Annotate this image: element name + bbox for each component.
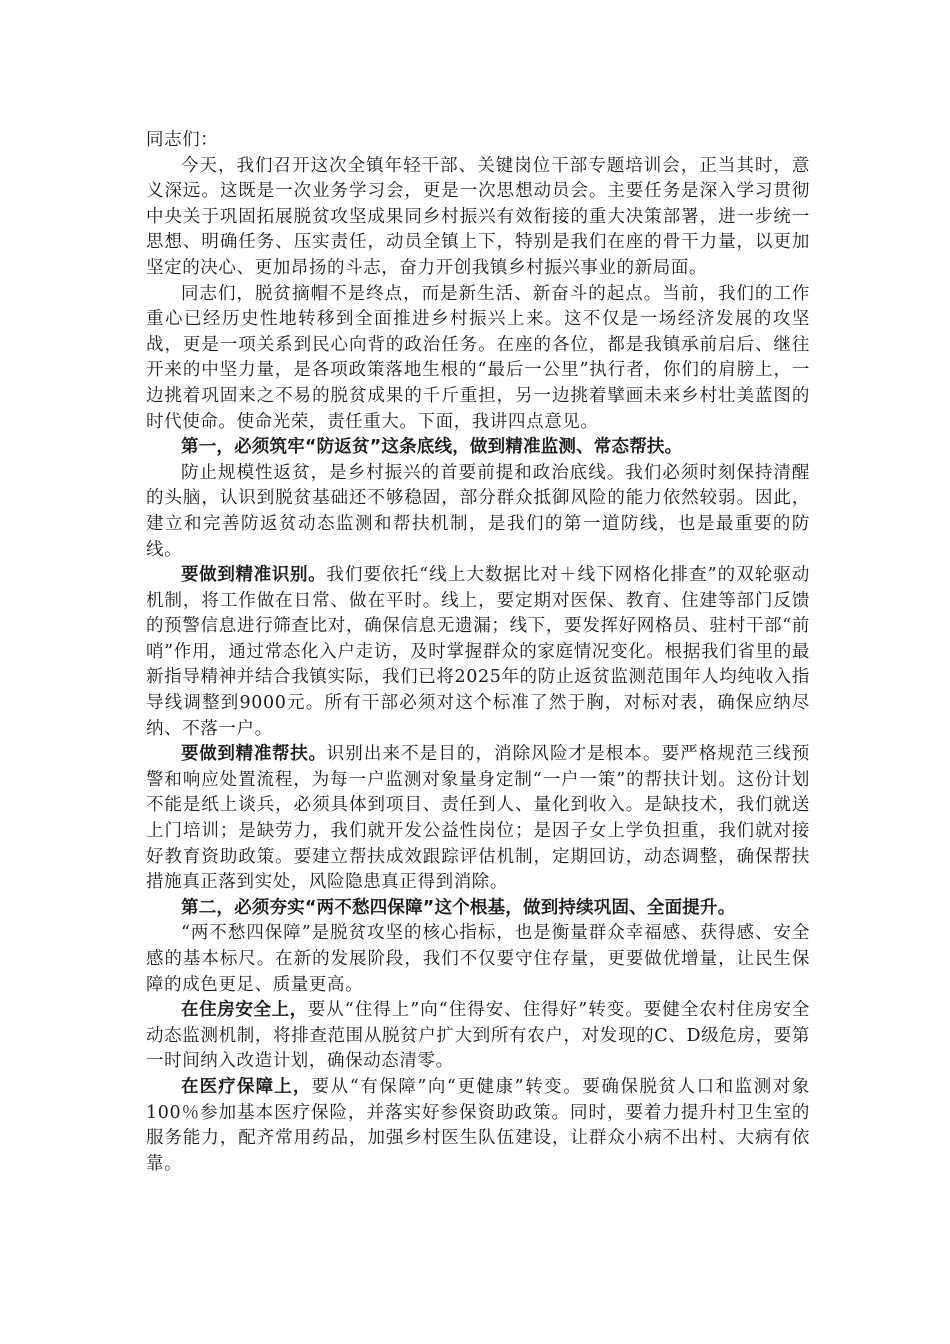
paragraph-housing-safety [146, 998, 810, 1075]
salutation: 同志们： [146, 130, 219, 150]
paragraph-precise-assistance [146, 742, 810, 896]
paragraph-lead: 在医疗保障上， [181, 1076, 312, 1097]
paragraph-text: 防止规模性返贫，是乡村振兴的首要前提和政治底线。我们必须时刻保持清醒的头脑，认识到脱贫基础还不够稳固，部分群众抵御风险的能力依然较弱。因此，建立和完善防返贫动态监测和帮扶机制，是我们的第一道防线，也是最重要的防线。 [146, 462, 810, 560]
paragraph-section-2-intro [146, 921, 810, 998]
section-heading-2: 第二，必须夯实“两不愁四保障”这个根基，做到持续巩固、全面提升。 [181, 897, 736, 918]
paragraph-text: 识别出来不是目的，消除风险才是根本。要严格规范三线预警和响应处置流程，为每一户监测对象量身定制“一户一策”的帮扶计划。这份计划不能是纸上谈兵，必须具体到项目、责任到人、量化到收入。是缺技术，我们就送上门培训；是缺劳力，我们就开发公益性岗位；是因子女上学负担重，我们就对接好教育资助政策。要建立帮扶成效跟踪评估机制，定期回访，动态调整，确保帮扶措施真正落到实处，风险隐患真正得到消除。 [146, 744, 810, 893]
section-heading-1: 第一，必须筑牢“防返贫”这条底线，做到精准监测、常态帮扶。 [181, 437, 683, 458]
document-body [146, 128, 810, 1177]
paragraph-text: 同志们，脱贫摘帽不是终点，而是新生活、新奋斗的起点。当前，我们的工作重心已经历史性地转移到全面推进乡村振兴上来。这不仅是一场经济发展的攻坚战，更是一项关系到民心向背的政治任务。在座的各位，都是我镇承前启后、继往开来的中坚力量，是各项政策落地生根的“最后一公里”执行者，你们的肩膀上，一边挑着巩固来之不易的脱贫成果的千斤重担，另一边挑着擘画未来乡村壮美蓝图的时代使命。使命光荣，责任重大。下面，我讲四点意见。 [146, 283, 810, 432]
paragraph-medical-security [146, 1075, 810, 1177]
paragraph-lead: 要做到精准帮扶。 [181, 744, 327, 765]
paragraph-text: 要从“住得上”向“住得安、住得好”转变。要健全农村住房安全动态监测机制，将排查范围从脱贫户扩大到所有农户，对发现的C、D级危房，要第一时间纳入改造计划，确保动态清零。 [146, 1000, 810, 1072]
paragraph-precise-identification [146, 563, 810, 742]
paragraph-lead: 要做到精准识别。 [181, 565, 327, 586]
paragraph-section-1-intro [146, 461, 810, 563]
paragraph-text: “两不愁四保障”是脱贫攻坚的核心指标，也是衡量群众幸福感、获得感、安全感的基本标尺。在新的发展阶段，我们不仅要守住存量，更要做优增量，让民生保障的成色更足、质量更高。 [146, 923, 810, 995]
paragraph-text: 今天，我们召开这次全镇年轻干部、关键岗位干部专题培训会，正当其时，意义深远。这既是一次业务学习会，更是一次思想动员会。主要任务是深入学习贯彻中央关于巩固拓展脱贫攻坚成果同乡村振兴有效衔接的重大决策部署，进一步统一思想、明确任务、压实责任，动员全镇上下，特别是我们在座的骨干力量，以更加坚定的决心、更加昂扬的斗志，奋力开创我镇乡村振兴事业的新局面。 [146, 155, 810, 278]
paragraph-lead: 在住房安全上， [181, 1000, 308, 1021]
paragraph-opening [146, 154, 810, 282]
paragraph-context [146, 282, 810, 436]
paragraph-text: 我们要依托“线上大数据比对＋线下网格化排查”的双轮驱动机制，将工作做在日常、做在平时。线上，要定期对医保、教育、住建等部门反馈的预警信息进行筛查比对，确保信息无遗漏；线下，要发挥好网格员、驻村干部“前哨”作用，通过常态化入户走访，及时掌握群众的家庭情况变化。根据我们省里的最新指导精神并结合我镇实际，我们已将2025年的防止返贫监测范围年人均纯收入指导线调整到9000元。所有干部必须对这个标准了然于胸，对标对表，确保应纳尽纳、不落一户。 [146, 565, 810, 739]
paragraph-text: 要从“有保障”向“更健康”转变。要确保脱贫人口和监测对象100％参加基本医疗保险，并落实好参保资助政策。同时，要着力提升村卫生室的服务能力，配齐常用药品，加强乡村医生队伍建设，让群众小病不出村、大病有依靠。 [146, 1076, 810, 1174]
